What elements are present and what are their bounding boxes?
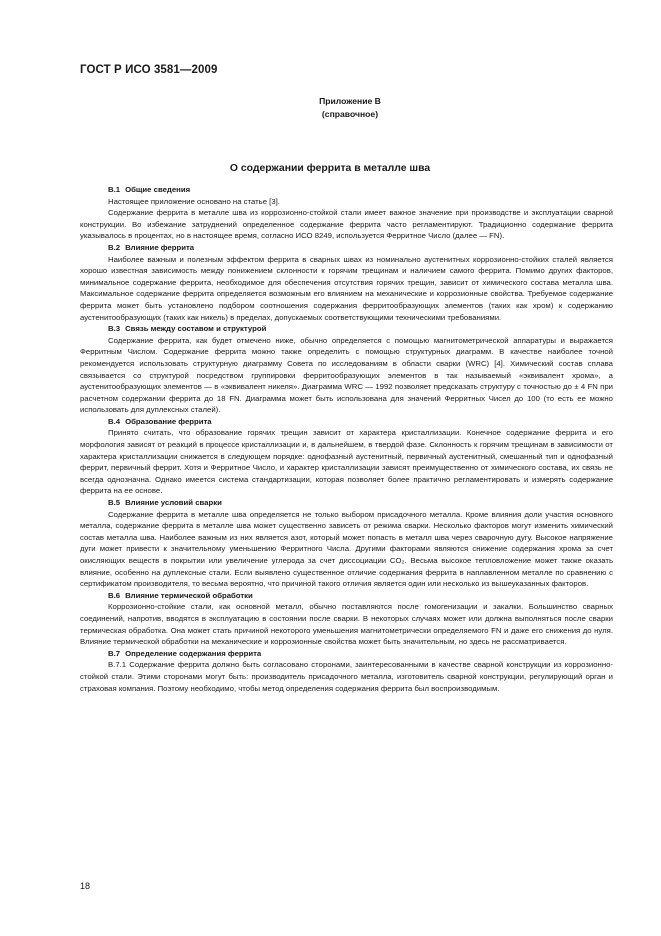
section-title: Влияние термической обработки <box>125 590 253 600</box>
section-heading <box>80 323 613 335</box>
section-heading <box>80 590 613 602</box>
section-title: Влияние условий сварки <box>125 498 222 508</box>
section-title: Определение содержания феррита <box>125 648 262 658</box>
section-title: Общие сведения <box>125 185 191 194</box>
section-number: В.2 <box>108 242 121 252</box>
section-paragraph: Коррозионно-стойкие стали, как основной металл, обычно поставляются после гомогенизации и закалки. Большинство сварных соединений, напротив, вводятся в эксплуатацию в состоянии после сварки. В некоторых случаях может или должна выполняться после сварки термическая обработка. Она может стать причиной некоторого уменьшения магнитометрически определяемого FN и даже его снижения до нуля. Влияние термической обработки на механические и коррозионные свойства может быть значительным, но здесь не рассматривается. <box>80 602 613 647</box>
standard-header: ГОСТ Р ИСО 3581—2009 <box>80 64 218 76</box>
section-heading <box>80 242 613 254</box>
document-body <box>80 184 613 694</box>
section-paragraph: Содержание феррита в металле шва определяется не только выбором присадочного металла. Кроме влияния доли участия основного металла, содержание феррита в металле шва может существенно зависеть от режима сварки. Несколько факторов могут изменить химический состав металла шва. Наиболее важным из них является азот, который может попасть в металл шва через сварочную дугу. Высокое напряжение дуги может привести к значительному уменьшению Ферритного Числа. Другими факторами являются снижение содержания хрома за счет окисляющих веществ в покрытии или увеличение углерода за счет диссоциации CO₂. Весьма высокое тепловложение может также оказать влияние, особенно на дуплексные стали. Если выявлено существенное отличие содержания феррита в наплавленном металле по сравнению с сертификатом производителя, то весьма вероятно, что причиной такого отличия является один или несколько из вышеуказанных факторов. <box>80 509 613 589</box>
section-heading <box>80 648 613 660</box>
section-heading <box>80 497 613 509</box>
section-paragraph: В.7.1 Содержание феррита должно быть согласовано сторонами, заинтересованными в качестве сварной конструкции из коррозионно-стойкой стали. Этими сторонами могут быть: производитель присадочного металла, изготовитель сварной конструкции, регулирующий орган и страховая компания. Поэтому необходимо, чтобы метод определения содержания феррита был воспроизводимым. <box>80 660 613 693</box>
annex-type: (справочное) <box>321 109 379 119</box>
section-number: В.1 <box>108 185 121 194</box>
section-paragraph: Содержание феррита в металле шва из коррозионно-стойкой стали имеет важное значение при производстве и эксплуатации сварной конструкции. Во избежание затруднений определенное содержание феррита часто регламентируют. Традиционно содержание феррита указывалось в процентах, но в настоящее время, согласно ИСО 8249, используется Ферритное Число (далее — FN). <box>80 208 613 241</box>
section-number: В.6 <box>108 590 121 600</box>
section-number: В.7 <box>108 648 121 658</box>
section-number: В.5 <box>108 498 121 508</box>
section-title: Образование феррита <box>125 416 212 426</box>
section-heading <box>80 416 613 428</box>
section-paragraph: Настоящее приложение основано на статье [3]. <box>108 196 280 206</box>
section-title: Связь между составом и структурой <box>125 324 267 334</box>
section-number: В.4 <box>108 416 121 426</box>
section-heading <box>80 184 613 196</box>
annex-label: Приложение В <box>319 96 381 106</box>
section-paragraph: Принято считать, что образование горячих трещин зависит от характера кристаллизации. Конечное содержание феррита и его морфология зависят от реакций в процессе кристаллизации и, в дальнейшем, в твердой фазе. Склонность к горячим трещинам в зависимости от характера кристаллизации снижается в следующем порядке: однофазный аустенитный, первичный аустенитный, смешанный тип и однофазный феррит, первичный феррит. Хотя и Ферритное Число, и характер кристаллизации зависят преимущественно от химического состава, их связь не всегда однозначна. Однако имеется система стандартизации, которая позволяет более практично регламентировать и измерять содержание феррита на ее основе. <box>80 428 613 496</box>
annex-block <box>200 95 500 121</box>
section-paragraph: Содержание феррита, как будет отмечено ниже, обычно определяется с помощью магнитометрической аппаратуры и выражается Ферритным Числом. Содержание феррита можно также определить с помощью структурных диаграмм. В качестве наиболее точной рекомендуется использовать структурную диаграмму Совета по исследованиям в области сварки (WRC) [4]. Химический состав сплава связывается со структурой посредством группировки ферритообразующих элементов в так называемый «эквивалент хрома», а аустенитообразующих элементов — в «эквивалент никеля». Диаграмма WRC — 1992 позволяет предсказать структуру с точностью до ± 4 FN при расчетном содержании феррита до 18 FN. Диаграмма может быть использована для значений Ферритных Чисел до 100 (то есть ее можно использовать для дуплексных сталей). <box>80 335 613 415</box>
section-title: Влияние феррита <box>125 242 195 252</box>
page-number: 18 <box>80 881 91 891</box>
section-paragraph: Наиболее важным и полезным эффектом феррита в сварных швах из номинально аустенитных коррозионно-стойких сталей является хорошо известная зависимость между понижением склонности к горячим трещинам и наличием самого феррита. Помимо других факторов, минимальное содержание феррита, необходимое для обеспечения отсутствия горячих трещин, зависит от химического состава металла шва. Максимальное содержание феррита определяется возможным его влиянием на механические и коррозионные свойства. Требуемое содержание феррита может быть установлено подбором соотношения содержания ферритообразующих элементов (таких как хром) к содержанию аустенитообразующих (таких как никель) в пределах, допускаемых соответствующими техническими требованиями. <box>80 254 613 322</box>
annex-title: О содержании феррита в металле шва <box>229 163 431 174</box>
section-number: В.3 <box>108 324 121 334</box>
